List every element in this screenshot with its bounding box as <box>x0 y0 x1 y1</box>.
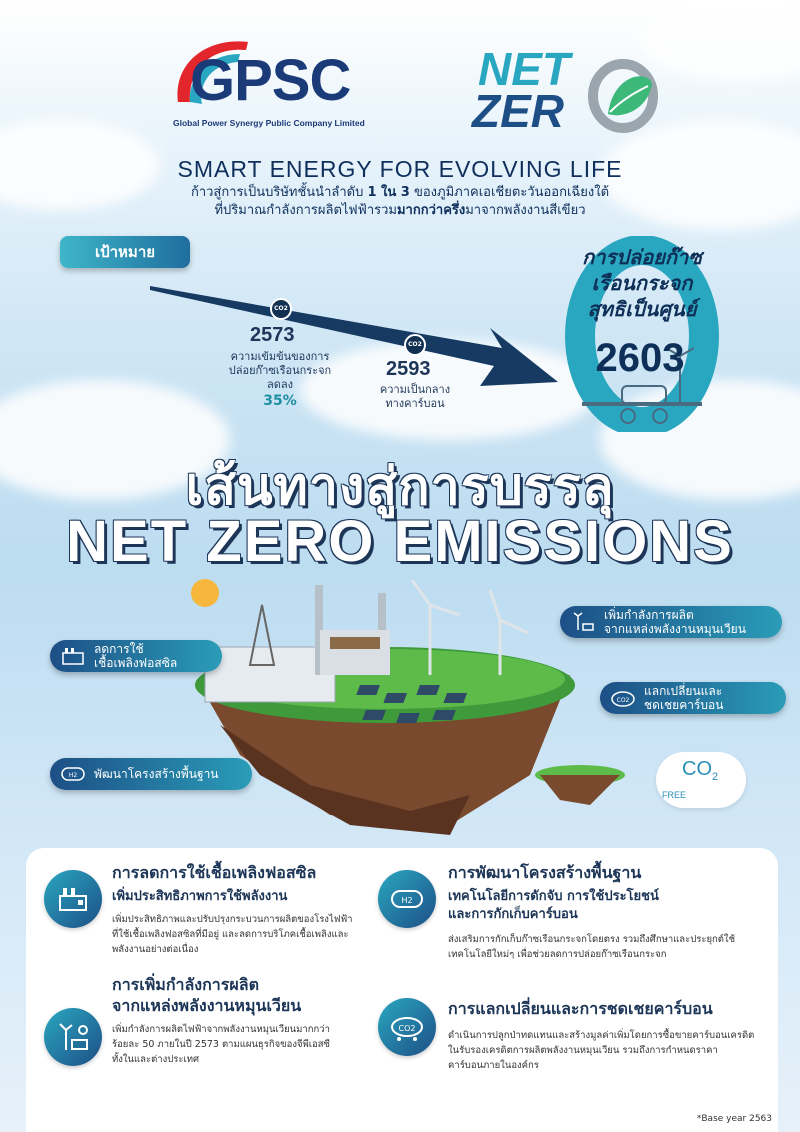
wind-solar-icon <box>570 611 596 633</box>
factory-icon <box>60 645 86 667</box>
strategies-card <box>26 848 778 1132</box>
section-heading-line: จากแหล่งพลังงานหมุนเวียน <box>112 996 302 1015</box>
netzero-goal-line: เรือนกระจก <box>591 271 693 295</box>
section-carbon-heading: การแลกเปลี่ยนและการชดเชยคาร์บอน <box>448 999 713 1018</box>
main-title-english: NET ZERO EMISSIONS <box>66 509 734 574</box>
intro-text-part: ของภูมิภาคเอเชียตะวันออกเฉียงใต้ <box>409 185 610 200</box>
main-title-thai: เส้นทางสู่การบรรลุ <box>185 457 615 517</box>
milestone-2573-desc <box>220 350 340 392</box>
gpsc-company-name: Global Power Synergy Public Company Limited <box>173 118 365 128</box>
netzero-logo-zer: ZER <box>472 85 564 137</box>
netzero-goal-line: สุทธิเป็นศูนย์ <box>587 297 697 321</box>
section-body-line: เพิ่มประสิทธิภาพและปรับปรุงกระบวนการผลิตของโรงไฟฟ้า <box>112 914 353 925</box>
section-infra-heading: การพัฒนาโครงสร้างพื้นฐาน <box>448 863 642 882</box>
gpsc-logo-text: GPSC <box>190 48 351 113</box>
h2-tank-icon <box>60 763 86 785</box>
section-body-line: เทคโนโลยีใหม่ๆ เพื่อช่วยลดการปล่อยก๊าซเรือนกระจก <box>448 949 667 960</box>
milestone-2593-desc <box>360 383 470 411</box>
intro-text-bold: 1 ใน 3 <box>367 185 410 200</box>
milestone-desc-line: ลดลง <box>267 378 293 391</box>
section-renewable-body <box>112 1022 402 1067</box>
section-heading-line: การเพิ่มกำลังการผลิต <box>112 975 259 994</box>
cloud <box>640 0 800 80</box>
co2-free-cloud-text <box>682 758 718 783</box>
pill-infrastructure-label: พัฒนาโครงสร้างพื้นฐาน <box>94 767 219 781</box>
leaf-o-icon <box>588 54 658 134</box>
h2-circle-icon-text: H2 <box>401 896 413 905</box>
milestone-desc-line: ความเข้มข้นของการ <box>230 350 330 363</box>
co2-circle-icon <box>378 998 436 1056</box>
section-fossil-subheading: เพิ่มประสิทธิภาพการใช้พลังงาน <box>112 889 288 904</box>
netzero-logo <box>470 44 660 136</box>
netzero-goal-year: 2603 <box>595 336 685 380</box>
co2-circle-icon-text: CO2 <box>398 1024 416 1033</box>
section-body-line: ดำเนินการปลูกป่าทดแทนและสร้างมูลค่าเพิ่มโดยการซื้อขายคาร์บอนเครดิต <box>448 1030 755 1041</box>
pill-carbon-offset <box>600 682 786 714</box>
pill-renewable-label: เพิ่มกำลังการผลิต จากแหล่งพลังงานหมุนเวียน <box>604 608 746 636</box>
section-fossil-heading: การลดการใช้เชื้อเพลิงฟอสซิล <box>112 863 317 882</box>
netzero-logo-net: NET <box>478 43 570 95</box>
pill-renewable <box>560 606 782 638</box>
section-infra-subheading <box>448 888 659 924</box>
pill-carbon-offset-label: แลกเปลี่ยนและ ชดเชยคาร์บอน <box>644 684 724 712</box>
co2-free-cloud <box>656 752 746 808</box>
co2-cloud-icon <box>610 687 636 709</box>
section-body-line: เพิ่มกำลังการผลิตไฟฟ้าจากพลังงานหมุนเวียนมากกว่า <box>112 1024 330 1035</box>
pill-infrastructure <box>50 758 252 790</box>
floating-island-illustration <box>150 575 630 845</box>
section-subheading-line: เทคโนโลยีการดักจับ การใช้ประโยชน์ <box>448 889 659 904</box>
milestone-desc-line: ความเป็นกลาง <box>379 383 451 396</box>
co2-free-cloud-co: CO <box>682 758 712 780</box>
section-body-line: คาร์บอนภายในองค์กร <box>448 1060 539 1071</box>
section-fossil-body <box>112 912 402 957</box>
milestone-2593-year: 2593 <box>386 358 431 380</box>
milestone-desc-line: ปล่อยก๊าซเรือนกระจก <box>228 364 332 377</box>
goal-arrow-icon <box>150 278 560 390</box>
section-body-line: ทั้งในและต่างประเทศ <box>112 1054 199 1065</box>
section-carbon-body <box>448 1028 773 1073</box>
factory-circle-icon <box>44 870 102 928</box>
co2-marker-icon: CO2 <box>270 298 292 320</box>
h2-tank-icon-text: H2 <box>68 772 78 779</box>
wind-solar-circle-icon <box>44 1008 102 1066</box>
section-subheading-line: และการกักเก็บคาร์บอน <box>448 907 578 922</box>
co2-marker-icon: CO2 <box>404 334 426 356</box>
netzero-goal-line: การปล่อยก๊าซ <box>582 245 702 269</box>
pill-reduce-fossil <box>50 640 222 672</box>
h2-circle-icon <box>378 870 436 928</box>
goal-label: เป้าหมาย <box>60 236 190 268</box>
intro-text <box>120 184 680 220</box>
section-renewable-heading <box>112 974 301 1016</box>
co2-free-label: FREE <box>662 790 687 800</box>
section-body-line: ในรับรองเครดิตการผลิตพลังงานหมุนเวียน รวมถึงการกำหนดราคา <box>448 1045 718 1056</box>
co2-cloud-icon-text: CO2 <box>616 697 630 704</box>
base-year-footnote: *Base year 2563 <box>696 1114 772 1124</box>
intro-text-bold: มากกว่าครึ่ง <box>396 203 466 218</box>
intro-text-part: ก้าวสู่การเป็นบริษัทชั้นนำลำดับ <box>190 185 368 200</box>
pill-reduce-fossil-label: ลดการใช้ เชื้อเพลิงฟอสซิล <box>94 642 178 670</box>
milestone-2573-year: 2573 <box>250 324 295 346</box>
intro-text-part: ที่ปริมาณกำลังการผลิตไฟฟ้ารวม <box>214 203 397 218</box>
milestone-2573-percent: 35% <box>263 393 297 409</box>
section-body-line: ส่งเสริมการกักเก็บก๊าซเรือนกระจกโดยตรง รวมถึงศึกษาและประยุกต์ใช้ <box>448 934 736 945</box>
section-body-line: พลังงานอย่างต่อเนื่อง <box>112 944 199 955</box>
tagline: SMART ENERGY FOR EVOLVING LIFE <box>177 156 623 182</box>
section-body-line: ที่ใช้เชื้อเพลิงฟอสซิลที่มีอยู่ และลดการบริโภคเชื้อเพลิงและ <box>112 929 349 940</box>
milestone-desc-line: ทางคาร์บอน <box>385 397 445 410</box>
intro-text-part: มาจากพลังงานสีเขียว <box>465 203 586 218</box>
section-body-line: ร้อยละ 50 ภายในปี 2573 ตามแผนธุรกิจของจีพีเอสซี <box>112 1039 331 1050</box>
netzero-goal-label <box>552 244 732 322</box>
co2-free-cloud-sub: 2 <box>712 771 719 783</box>
section-infra-body <box>448 932 768 962</box>
